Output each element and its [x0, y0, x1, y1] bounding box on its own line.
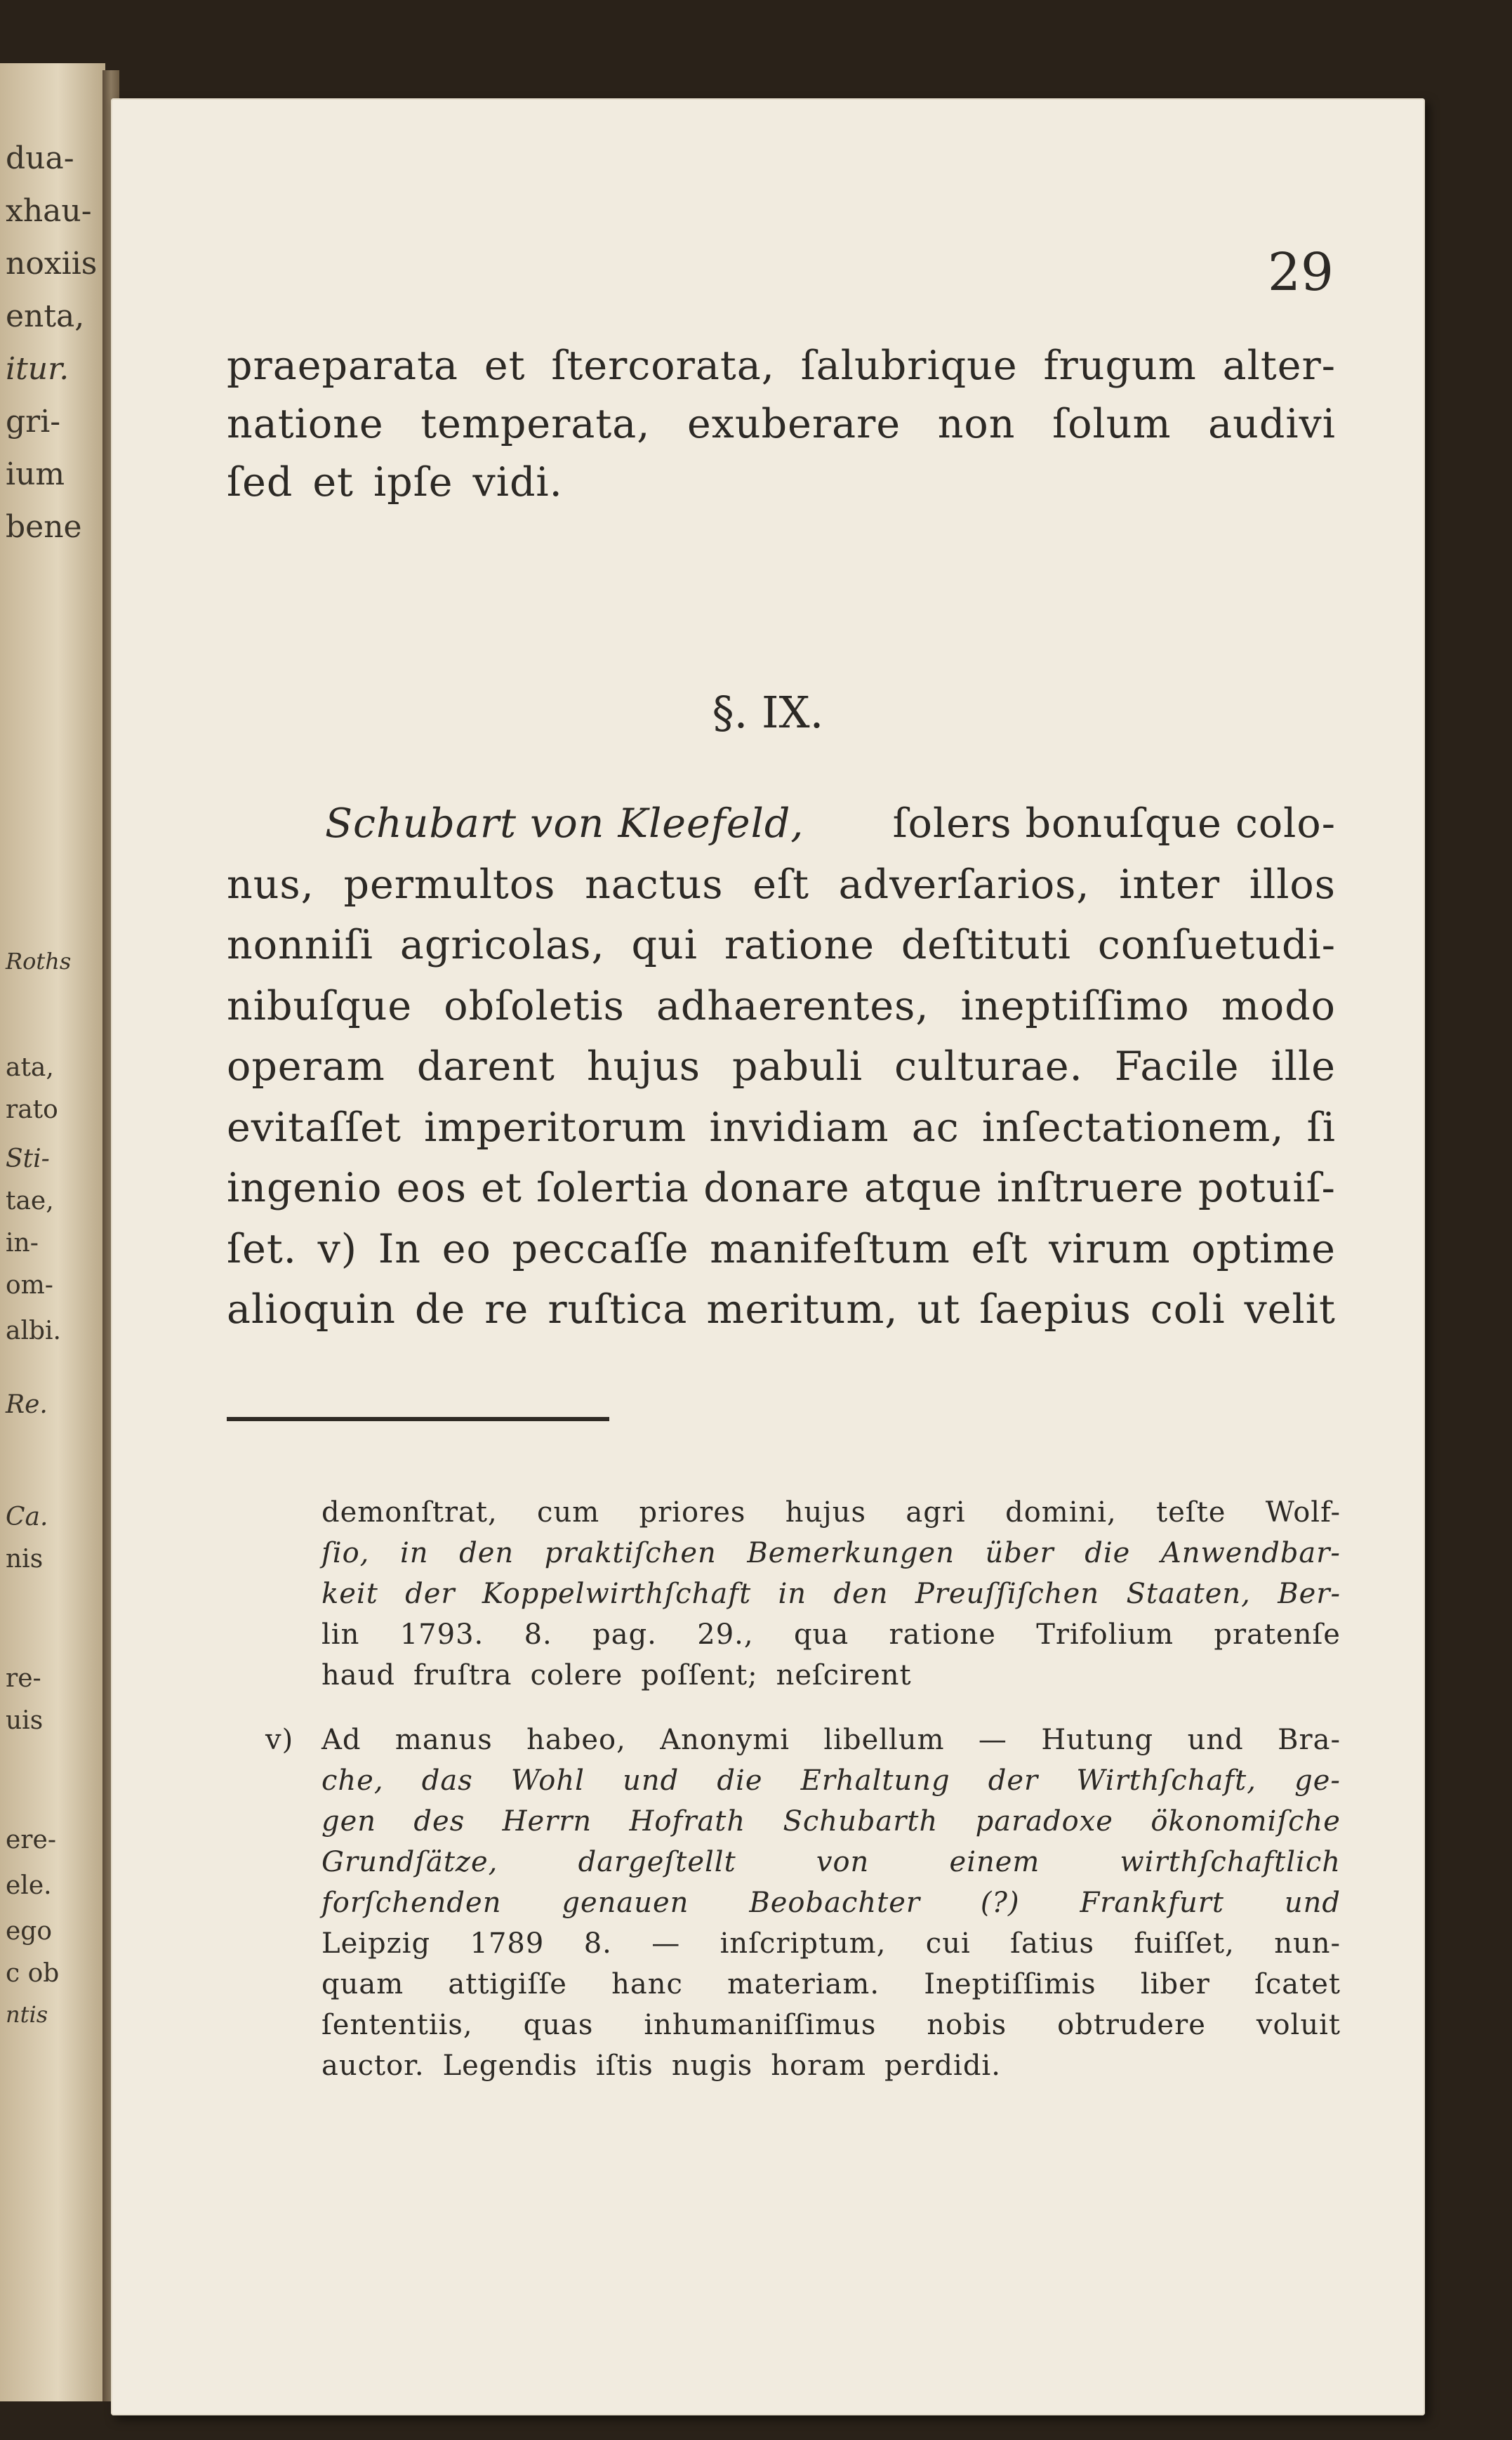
text-line: evitaſſet imperitorum invidiam ac inſectationem, ſi	[227, 1104, 1336, 1151]
left-fragment: Roths	[6, 948, 72, 975]
left-fragment: om-	[6, 1271, 53, 1300]
text-line: operam darent hujus pabuli culturae. Facile ille	[227, 1043, 1336, 1090]
left-fragment: gri-	[6, 404, 61, 440]
page-number: 29	[1267, 242, 1334, 303]
left-fragment: dua-	[6, 140, 74, 176]
text-line: nibuſque obſoletis adhaerentes, ineptiſſimo modo	[227, 982, 1336, 1029]
text-line: natione temperata, exuberare non ſolum audivi	[227, 401, 1336, 447]
text-line: alioquin de re ruſtica meritum, ut ſaepius coli velit	[227, 1286, 1336, 1333]
footnote-line: Ad manus habeo, Anonymi libellum — Hutung und Bra-	[321, 1724, 1341, 1756]
left-fragment: re-	[6, 1664, 41, 1693]
left-fragment: ium	[6, 456, 65, 492]
section-heading: §. IX.	[712, 687, 824, 738]
text-line: praeparata et ſtercorata, ſalubrique frugum alter-	[227, 343, 1336, 389]
text-line	[227, 793, 1336, 855]
footnote-line: keit der Koppelwirthſchaft in den Preuſſiſchen Staaten, Ber-	[321, 1578, 1341, 1610]
left-fragment: enta,	[6, 298, 85, 334]
left-fragment: Re.	[6, 1390, 48, 1419]
left-fragment: uis	[6, 1706, 44, 1735]
footnote-rule	[227, 1417, 609, 1421]
left-fragment: noxiis	[6, 246, 98, 282]
footnote-line: forſchenden genauen Beobachter (?) Frankfurt und	[321, 1887, 1341, 1919]
left-fragment: itur.	[6, 351, 69, 387]
book-page	[111, 98, 1425, 2415]
footnote-v-label: v)	[265, 1724, 294, 1756]
text-line: ſet. v) In eo peccaſſe manifeſtum eſt virum optime	[227, 1225, 1336, 1272]
left-fragment: in-	[6, 1229, 39, 1258]
left-fragment: tae,	[6, 1187, 54, 1215]
footnote-line: haud fruſtra colere poſſent; neſcirent	[321, 1659, 912, 1691]
left-page-edge	[0, 63, 105, 2401]
left-fragment: ere-	[6, 1826, 56, 1854]
left-fragment: rato	[6, 1095, 58, 1124]
left-fragment: ele.	[6, 1871, 52, 1900]
left-fragment: Sti-	[6, 1145, 50, 1173]
footnotes	[265, 1492, 1341, 2086]
footnote-line: Grundſätze, dargeſtellt von einem wirthſchaftlich	[321, 1846, 1341, 1878]
top-paragraph	[227, 337, 1336, 512]
text-line: nus, permultos nactus eſt adverſarios, inter illos	[227, 861, 1336, 908]
left-fragment: albi.	[6, 1317, 61, 1345]
footnote-line: lin 1793. 8. pag. 29., qua ratione Trifolium pratenſe	[321, 1618, 1341, 1651]
left-fragment: Ca.	[6, 1503, 48, 1531]
text-line: ſed et ipſe vidi.	[227, 459, 563, 506]
left-fragment: xhau-	[6, 193, 92, 229]
footnote-line: ſententiis, quas inhumaniſſimus nobis obtrudere voluit	[321, 2009, 1341, 2041]
left-fragment: c ob	[6, 1959, 60, 1988]
footnote-line: Leipzig 1789 8. — inſcriptum, cui ſatius fuiſſet, nun-	[321, 1927, 1341, 1960]
footnote-line: quam attigiſſe hanc materiam. Ineptiſſimis liber ſcatet	[321, 1968, 1341, 2000]
footnote-line: auctor. Legendis iſtis nugis horam perdidi.	[321, 2050, 1001, 2082]
text-line: ingenio eos et ſolertia donare atque inſtruere potuiſ-	[227, 1165, 1336, 1211]
left-fragment: ata,	[6, 1053, 54, 1082]
footnote-v	[265, 1720, 1341, 2086]
line-rest: ſolers bonuſque colo-	[892, 800, 1336, 847]
author-name: Schubart von Kleefeld,	[325, 800, 804, 847]
left-fragment: bene	[6, 509, 82, 545]
left-fragment: ntis	[6, 2001, 48, 2028]
left-fragment: ego	[6, 1917, 53, 1946]
footnote-line: che, das Wohl und die Erhaltung der Wirthſchaft, ge-	[321, 1765, 1341, 1797]
text-line: nonniſi agricolas, qui ratione deſtituti conſuetudi-	[227, 922, 1336, 968]
left-fragment: nis	[6, 1545, 44, 1574]
footnote-line: demonſtrat, cum priores hujus agri domini, teſte Wolf-	[321, 1496, 1341, 1529]
footnote-line: gen des Herrn Hofrath Schubarth paradoxe ökonomiſche	[321, 1805, 1341, 1838]
section-paragraph	[227, 793, 1336, 1340]
footnote-line: ſio, in den praktiſchen Bemerkungen über die Anwendbar-	[321, 1537, 1341, 1569]
